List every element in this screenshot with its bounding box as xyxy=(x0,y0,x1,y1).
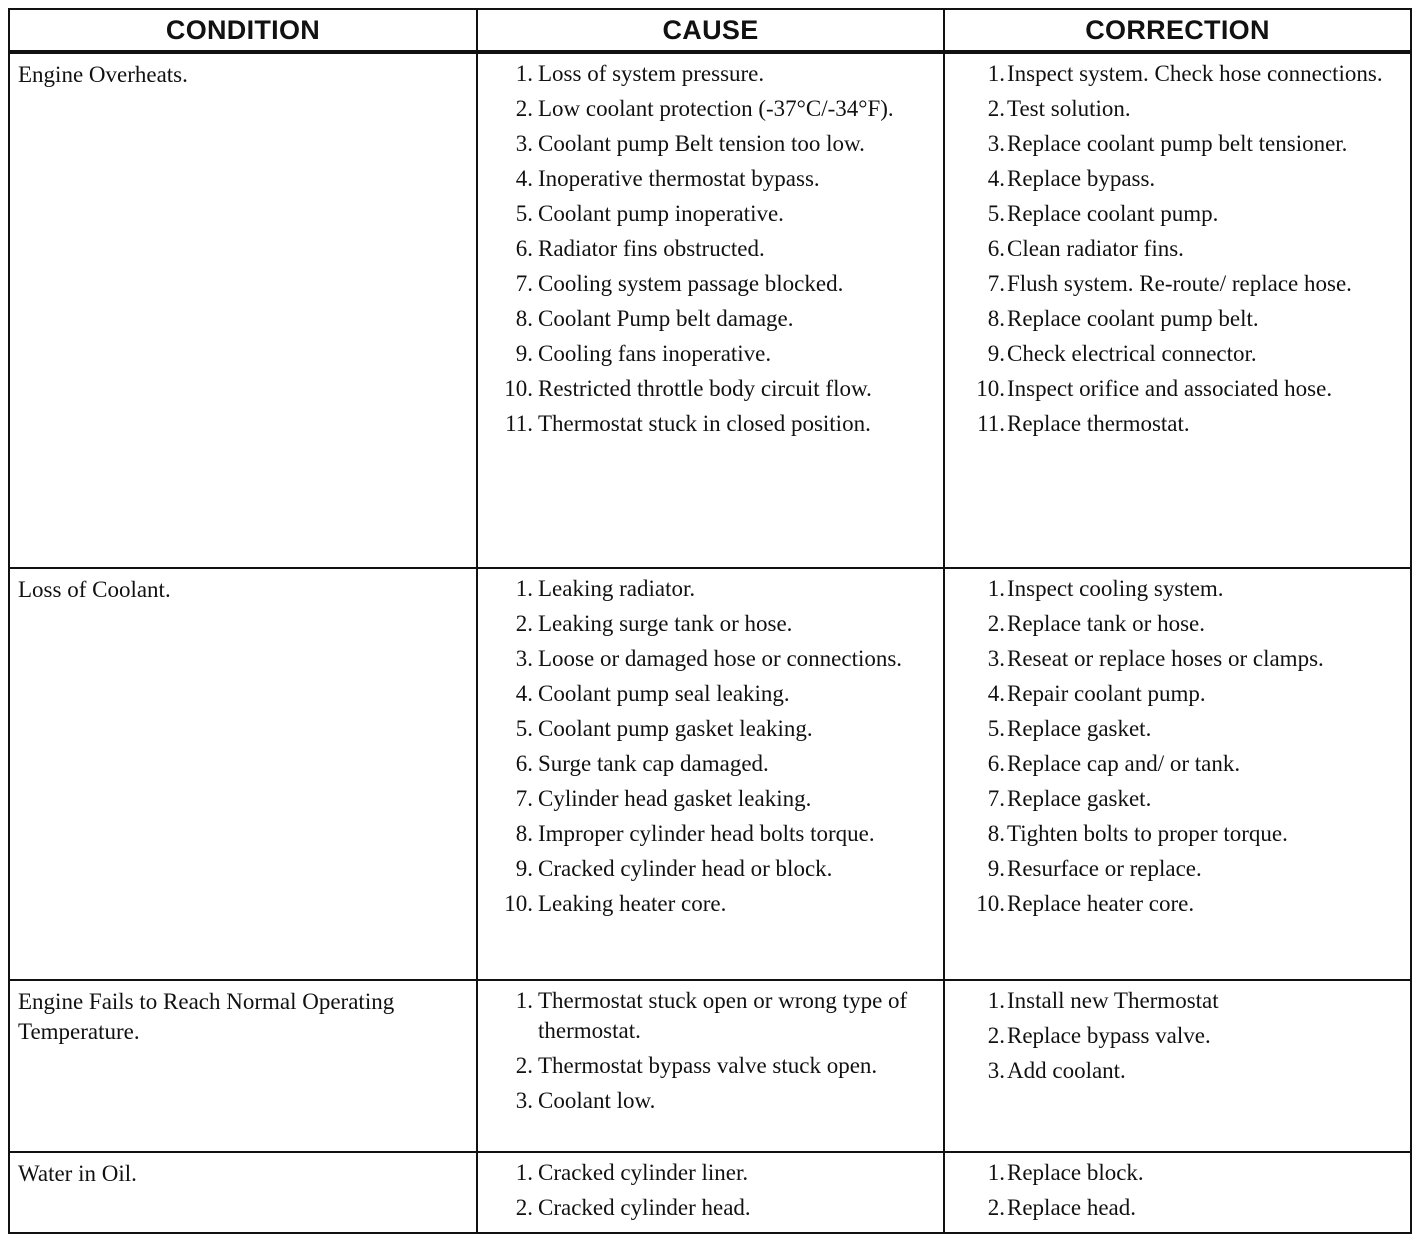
cause-item-number: 8. xyxy=(515,306,533,331)
correction-item-text: Clean radiator fins. xyxy=(1007,236,1184,261)
correction-item xyxy=(953,164,1400,194)
correction-item xyxy=(953,986,1400,1016)
correction-item xyxy=(953,644,1400,674)
cause-list xyxy=(486,574,933,919)
correction-item-text: Replace thermostat. xyxy=(1007,411,1190,436)
cause-item-number: 2. xyxy=(515,96,533,121)
correction-item-number: 3. xyxy=(987,646,1005,671)
cause-list xyxy=(486,986,933,1116)
correction-item-number: 6. xyxy=(987,751,1005,776)
correction-item-number: 1. xyxy=(987,1160,1005,1185)
cause-cell xyxy=(477,980,944,1152)
header-cause: CAUSE xyxy=(477,9,944,52)
cause-item-number: 4. xyxy=(515,681,533,706)
correction-item-number: 7. xyxy=(987,786,1005,811)
correction-item-text: Replace bypass. xyxy=(1007,166,1156,191)
correction-item-number: 5. xyxy=(987,201,1005,226)
cause-item xyxy=(486,749,933,779)
correction-item-text: Replace head. xyxy=(1007,1195,1136,1220)
correction-item-number: 2. xyxy=(987,1023,1005,1048)
correction-item-text: Resurface or replace. xyxy=(1007,856,1202,881)
cause-item-number: 8. xyxy=(515,821,533,846)
cause-item xyxy=(486,986,933,1046)
correction-item-number: 4. xyxy=(987,166,1005,191)
correction-item-text: Replace cap and/ or tank. xyxy=(1007,751,1241,776)
cause-item-text: Loose or damaged hose or connections. xyxy=(538,646,903,671)
correction-item-number: 2. xyxy=(987,611,1005,636)
cause-item-number: 7. xyxy=(515,271,533,296)
cause-item-text: Cooling fans inoperative. xyxy=(538,341,772,366)
correction-item xyxy=(953,339,1400,369)
correction-item xyxy=(953,1021,1400,1051)
cause-item xyxy=(486,164,933,194)
cause-item-text: Thermostat stuck in closed position. xyxy=(538,411,871,436)
header-condition: CONDITION xyxy=(9,9,477,52)
correction-list xyxy=(953,574,1400,919)
troubleshooting-table xyxy=(8,8,1412,1234)
cause-item-number: 2. xyxy=(515,611,533,636)
correction-item xyxy=(953,889,1400,919)
cause-item-number: 1. xyxy=(515,576,533,601)
cause-item xyxy=(486,609,933,639)
correction-item-text: Flush system. Re-route/ replace hose. xyxy=(1007,271,1352,296)
cause-item-number: 9. xyxy=(515,341,533,366)
cause-item-text: Cylinder head gasket leaking. xyxy=(538,786,812,811)
cause-item-text: Coolant pump Belt tension too low. xyxy=(538,131,865,156)
cause-item-text: Cooling system passage blocked. xyxy=(538,271,844,296)
cause-item xyxy=(486,889,933,919)
correction-item-number: 3. xyxy=(987,131,1005,156)
cause-item-text: Thermostat stuck open or wrong type of thermostat. xyxy=(538,988,908,1043)
correction-item-text: Check electrical connector. xyxy=(1007,341,1257,366)
correction-item-number: 3. xyxy=(987,1058,1005,1083)
correction-item xyxy=(953,129,1400,159)
correction-cell xyxy=(944,568,1411,980)
correction-item-number: 4. xyxy=(987,681,1005,706)
correction-item-number: 8. xyxy=(987,306,1005,331)
correction-item-text: Replace coolant pump belt tensioner. xyxy=(1007,131,1348,156)
correction-item-text: Reseat or replace hoses or clamps. xyxy=(1007,646,1324,671)
correction-item-number: 10. xyxy=(976,891,1005,916)
header-correction: CORRECTION xyxy=(944,9,1411,52)
cause-item xyxy=(486,234,933,264)
correction-item xyxy=(953,819,1400,849)
cause-item-number: 6. xyxy=(515,236,533,261)
condition-text: Engine Fails to Reach Normal Operating Temperature. xyxy=(18,989,395,1044)
correction-item xyxy=(953,269,1400,299)
cause-item-number: 10. xyxy=(504,376,533,401)
correction-item-text: Inspect cooling system. xyxy=(1007,576,1224,601)
condition-cell xyxy=(9,1152,477,1233)
correction-item-number: 1. xyxy=(987,988,1005,1013)
header-row xyxy=(9,9,1411,52)
correction-item-text: Replace block. xyxy=(1007,1160,1144,1185)
correction-item xyxy=(953,749,1400,779)
correction-item xyxy=(953,59,1400,89)
cause-item-text: Coolant Pump belt damage. xyxy=(538,306,794,331)
correction-item-number: 8. xyxy=(987,821,1005,846)
cause-item-text: Radiator fins obstructed. xyxy=(538,236,765,261)
correction-item-number: 5. xyxy=(987,716,1005,741)
table-row xyxy=(9,568,1411,980)
correction-item-number: 1. xyxy=(987,61,1005,86)
cause-item-number: 10. xyxy=(504,891,533,916)
cause-item-number: 1. xyxy=(515,1160,533,1185)
table-row xyxy=(9,980,1411,1152)
condition-cell xyxy=(9,52,477,568)
cause-item xyxy=(486,679,933,709)
cause-item-number: 4. xyxy=(515,166,533,191)
cause-item-text: Thermostat bypass valve stuck open. xyxy=(538,1053,878,1078)
cause-item-number: 9. xyxy=(515,856,533,881)
cause-item xyxy=(486,199,933,229)
correction-item-text: Replace tank or hose. xyxy=(1007,611,1205,636)
cause-item-text: Inoperative thermostat bypass. xyxy=(538,166,820,191)
correction-item xyxy=(953,94,1400,124)
correction-item-text: Tighten bolts to proper torque. xyxy=(1007,821,1288,846)
correction-item-number: 6. xyxy=(987,236,1005,261)
table-row xyxy=(9,1152,1411,1233)
correction-item xyxy=(953,304,1400,334)
correction-cell xyxy=(944,52,1411,568)
correction-item xyxy=(953,1193,1400,1223)
cause-item xyxy=(486,1193,933,1223)
cause-item-text: Cracked cylinder head. xyxy=(538,1195,751,1220)
correction-item-number: 7. xyxy=(987,271,1005,296)
cause-item-text: Restricted throttle body circuit flow. xyxy=(538,376,872,401)
cause-item-number: 5. xyxy=(515,716,533,741)
cause-item-number: 1. xyxy=(515,61,533,86)
correction-item-text: Repair coolant pump. xyxy=(1007,681,1206,706)
condition-text: Engine Overheats. xyxy=(18,62,188,87)
cause-item-text: Cracked cylinder head or block. xyxy=(538,856,833,881)
correction-item xyxy=(953,234,1400,264)
cause-item xyxy=(486,269,933,299)
cause-item xyxy=(486,784,933,814)
cause-item-number: 3. xyxy=(515,1088,533,1113)
correction-item-text: Inspect orifice and associated hose. xyxy=(1007,376,1333,401)
correction-list xyxy=(953,986,1400,1086)
cause-item xyxy=(486,819,933,849)
correction-item xyxy=(953,609,1400,639)
cause-item xyxy=(486,644,933,674)
correction-item-text: Replace bypass valve. xyxy=(1007,1023,1211,1048)
cause-item-number: 3. xyxy=(515,646,533,671)
correction-list xyxy=(953,1158,1400,1223)
cause-item-text: Cracked cylinder liner. xyxy=(538,1160,749,1185)
cause-item-text: Coolant pump inoperative. xyxy=(538,201,784,226)
cause-item-text: Coolant pump gasket leaking. xyxy=(538,716,813,741)
correction-item-number: 2. xyxy=(987,1195,1005,1220)
cause-item-text: Improper cylinder head bolts torque. xyxy=(538,821,875,846)
cause-item-number: 5. xyxy=(515,201,533,226)
cause-item xyxy=(486,854,933,884)
correction-item xyxy=(953,199,1400,229)
cause-item-number: 7. xyxy=(515,786,533,811)
cause-item xyxy=(486,339,933,369)
correction-item xyxy=(953,1056,1400,1086)
cause-item xyxy=(486,129,933,159)
correction-item xyxy=(953,409,1400,439)
correction-item xyxy=(953,1158,1400,1188)
correction-item xyxy=(953,854,1400,884)
correction-item-text: Replace gasket. xyxy=(1007,786,1152,811)
table-body xyxy=(9,52,1411,1233)
condition-text: Loss of Coolant. xyxy=(18,577,171,602)
cause-item-number: 2. xyxy=(515,1195,533,1220)
correction-item-text: Install new Thermostat xyxy=(1007,988,1219,1013)
cause-item xyxy=(486,1158,933,1188)
correction-item xyxy=(953,679,1400,709)
correction-item-text: Add coolant. xyxy=(1007,1058,1126,1083)
table-row xyxy=(9,52,1411,568)
cause-item-text: Leaking surge tank or hose. xyxy=(538,611,793,636)
cause-item-text: Leaking heater core. xyxy=(538,891,727,916)
correction-item xyxy=(953,784,1400,814)
cause-item-text: Surge tank cap damaged. xyxy=(538,751,769,776)
correction-item-text: Replace heater core. xyxy=(1007,891,1195,916)
correction-list xyxy=(953,59,1400,439)
condition-text: Water in Oil. xyxy=(18,1161,137,1186)
correction-item-text: Inspect system. Check hose connections. xyxy=(1007,61,1383,86)
cause-item xyxy=(486,94,933,124)
correction-item-number: 11. xyxy=(977,411,1005,436)
cause-cell xyxy=(477,1152,944,1233)
correction-item-number: 10. xyxy=(976,376,1005,401)
correction-item-number: 2. xyxy=(987,96,1005,121)
correction-item xyxy=(953,374,1400,404)
condition-cell xyxy=(9,980,477,1152)
cause-item xyxy=(486,59,933,89)
correction-item-text: Replace gasket. xyxy=(1007,716,1152,741)
cause-item-number: 3. xyxy=(515,131,533,156)
correction-item-number: 1. xyxy=(987,576,1005,601)
cause-item-text: Loss of system pressure. xyxy=(538,61,765,86)
correction-cell xyxy=(944,1152,1411,1233)
correction-item-text: Test solution. xyxy=(1007,96,1131,121)
cause-cell xyxy=(477,52,944,568)
correction-cell xyxy=(944,980,1411,1152)
correction-item-text: Replace coolant pump. xyxy=(1007,201,1219,226)
cause-item xyxy=(486,574,933,604)
correction-item-number: 9. xyxy=(987,856,1005,881)
correction-item-number: 9. xyxy=(987,341,1005,366)
cause-list xyxy=(486,59,933,439)
cause-cell xyxy=(477,568,944,980)
correction-item-text: Replace coolant pump belt. xyxy=(1007,306,1259,331)
cause-item xyxy=(486,714,933,744)
cause-list xyxy=(486,1158,933,1223)
cause-item-text: Coolant pump seal leaking. xyxy=(538,681,790,706)
cause-item xyxy=(486,304,933,334)
cause-item-number: 1. xyxy=(515,988,533,1013)
cause-item xyxy=(486,374,933,404)
cause-item-text: Low coolant protection (-37°C/-34°F). xyxy=(538,96,894,121)
cause-item-text: Leaking radiator. xyxy=(538,576,696,601)
cause-item xyxy=(486,1051,933,1081)
cause-item xyxy=(486,409,933,439)
cause-item-number: 2. xyxy=(515,1053,533,1078)
correction-item xyxy=(953,714,1400,744)
cause-item-text: Coolant low. xyxy=(538,1088,656,1113)
cause-item-number: 11. xyxy=(505,411,533,436)
cause-item-number: 6. xyxy=(515,751,533,776)
correction-item xyxy=(953,574,1400,604)
cause-item xyxy=(486,1086,933,1116)
condition-cell xyxy=(9,568,477,980)
